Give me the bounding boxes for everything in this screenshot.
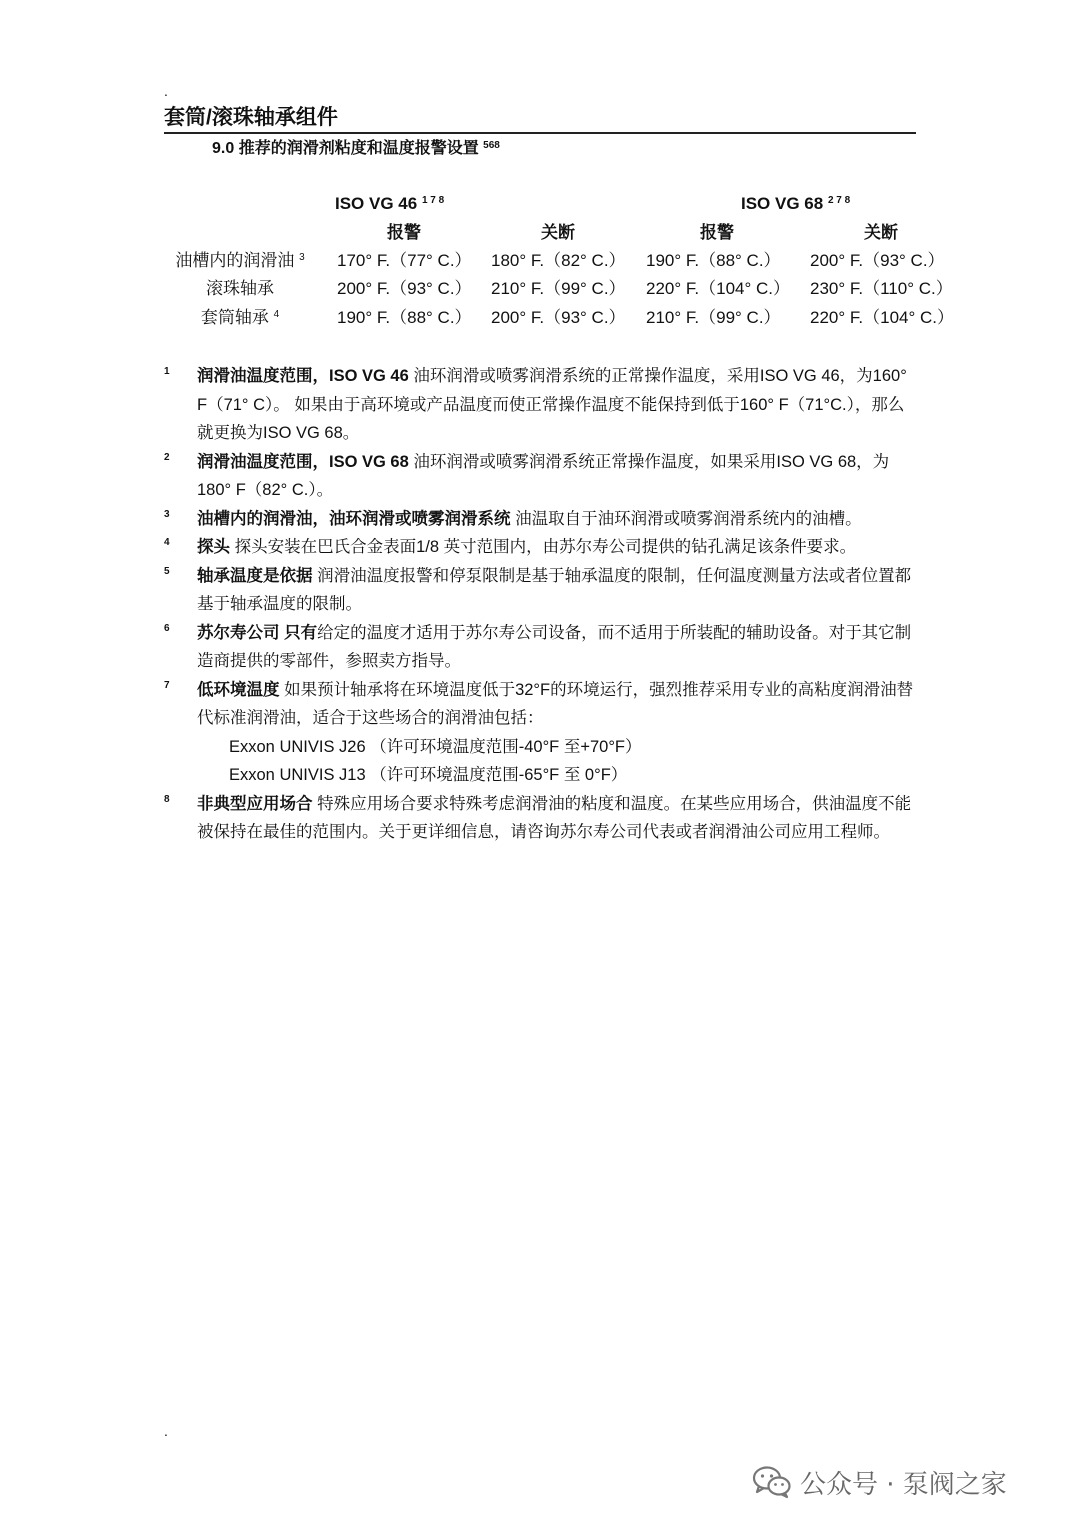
row-label-text: 滚珠轴承 (206, 279, 274, 298)
table-cell: 180° F.（82° C.） (491, 251, 626, 270)
column-group-label: ISO VG 68 (741, 194, 824, 213)
footnote-text: 如果预计轴承将在环境温度低于32°F的环境运行，强烈推荐采用专业的高粘度润滑油替代标准润滑油，适合于这些场合的润滑油包括： (197, 680, 914, 727)
footnote-heading: 苏尔寿公司 只有 (197, 623, 318, 642)
footnote-heading: 润滑油温度范围，ISO VG 68 (197, 452, 409, 471)
footnote (164, 505, 920, 534)
table-cell: 210° F.（99° C.） (491, 279, 626, 298)
lubricant-option: Exxon UNIVIS J26 （许可环境温度范围-40°F 至+70°F） (229, 737, 642, 756)
subheader-shutdown-vg46: 关断 (541, 223, 575, 242)
row-label (155, 306, 325, 330)
footnote-number: 8 (164, 793, 170, 805)
footnote-heading: 油槽内的润滑油，油环润滑或喷雾润滑系统 (197, 509, 511, 528)
footnote-heading: 润滑油温度范围，ISO VG 46 (197, 367, 409, 385)
footnote-text: 特殊应用场合要求特殊考虑润滑油的粘度和温度。在某些应用场合，供油温度不能被保持在最佳的范围内。关于更详细信息，请咨询苏尔寿公司代表或者润滑油公司应用工程师。 (197, 794, 912, 841)
footnote-number: 7 (164, 679, 170, 691)
table-cell: 200° F.（93° C.） (810, 251, 945, 270)
column-group-iso-vg-68 (741, 193, 850, 215)
table-row-sump-oil (0, 249, 1080, 273)
footnote (164, 619, 920, 676)
footnote (164, 790, 920, 847)
table-cell: 200° F.（93° C.） (337, 279, 472, 298)
footnote-text: 给定的温度才适用于苏尔寿公司设备，而不适用于所装配的辅助设备。对于其它制造商提供的零部件，参照卖方指导。 (197, 623, 912, 670)
footnote (164, 562, 920, 619)
wechat-icon (752, 1465, 792, 1499)
footnote-text: 油温取自于油环润滑或喷雾润滑系统内的油槽。 (510, 509, 862, 528)
table-cell: 170° F.（77° C.） (337, 251, 472, 270)
footnote-heading: 非典型应用场合 (197, 794, 313, 813)
table-cell: 200° F.（93° C.） (491, 308, 626, 327)
row-label-text: 油槽内的润滑油 (175, 251, 295, 270)
table-cell: 220° F.（104° C.） (646, 279, 790, 298)
column-group-footnote-refs: 2 7 8 (827, 195, 851, 206)
row-label (155, 249, 325, 273)
footnote-text: 润滑油温度报警和停泵限制是基于轴承温度的限制，任何温度测量方法或者位置都基于轴承温度的限制。 (197, 566, 912, 613)
footnote-text: 油环润滑或喷雾润滑系统的正常操作温度，采用ISO VG 46，为160° F（71° C）。 如果由于高环境或产品温度而使正常操作温度不能保持到低于160° F（71°C.），那么就更换为ISO VG 68。 (197, 367, 907, 442)
footnotes (164, 362, 920, 847)
section-title-text: 9.0 推荐的润滑剂粘度和温度报警设置 (212, 140, 479, 157)
section-title (212, 138, 500, 160)
footnote-heading: 探头 (197, 538, 230, 556)
column-group-label: ISO VG 46 (335, 194, 418, 213)
lubricant-option: Exxon UNIVIS J13 （许可环境温度范围-65°F 至 0°F） (229, 766, 628, 784)
row-label-footnote-ref: 4 (273, 309, 280, 320)
table-cell: 230° F.（110° C.） (810, 279, 953, 298)
row-label-text: 套筒轴承 (200, 308, 269, 327)
footnote-text: 探头安装在巴氏合金表面1/8 英寸范围内，由苏尔寿公司提供的钻孔满足该条件要求。 (230, 538, 857, 556)
column-group-footnote-refs: 1 7 8 (421, 195, 445, 206)
footnote (164, 533, 920, 562)
column-group-iso-vg-46 (335, 193, 444, 215)
page-mark-top: . (164, 83, 168, 99)
subheader-alarm-vg46: 报警 (387, 223, 421, 242)
footnote (164, 362, 920, 448)
table-cell: 220° F.（104° C.） (810, 308, 954, 327)
footnote-number: 1 (164, 366, 170, 377)
footnote (164, 448, 920, 505)
watermark-text: 公众号 · 泵阀之家 (800, 1469, 1007, 1500)
footnote-number: 5 (164, 565, 170, 577)
footnote-number: 3 (164, 508, 170, 520)
subheader-alarm-vg68: 报警 (700, 223, 734, 242)
footnote-number: 4 (164, 537, 170, 548)
footnote-heading: 轴承温度是依据 (197, 566, 313, 585)
subheader-shutdown-vg68: 关断 (864, 223, 898, 242)
table-cell: 210° F.（99° C.） (646, 308, 781, 327)
row-label (155, 277, 325, 301)
row-label-footnote-ref: 3 (299, 252, 305, 263)
document-title: 套筒/滚珠轴承组件 (164, 104, 916, 134)
table-row-ball-bearing (0, 277, 1080, 301)
table-cell: 190° F.（88° C.） (337, 308, 472, 327)
table-cell: 190° F.（88° C.） (646, 251, 781, 270)
footnote-heading: 低环境温度 (197, 680, 280, 699)
footnote-text: 油环润滑或喷雾润滑系统正常操作温度，如果采用ISO VG 68，为180° F（82° C.）。 (197, 452, 890, 499)
page-mark-bottom: . (164, 1423, 168, 1439)
table-row-sleeve-bearing (0, 306, 1080, 330)
watermark (752, 1460, 1007, 1504)
section-title-footnote-refs: 568 (483, 140, 500, 151)
footnote-number: 6 (164, 622, 170, 634)
footnote (164, 676, 920, 733)
footnote-number: 2 (164, 451, 170, 463)
